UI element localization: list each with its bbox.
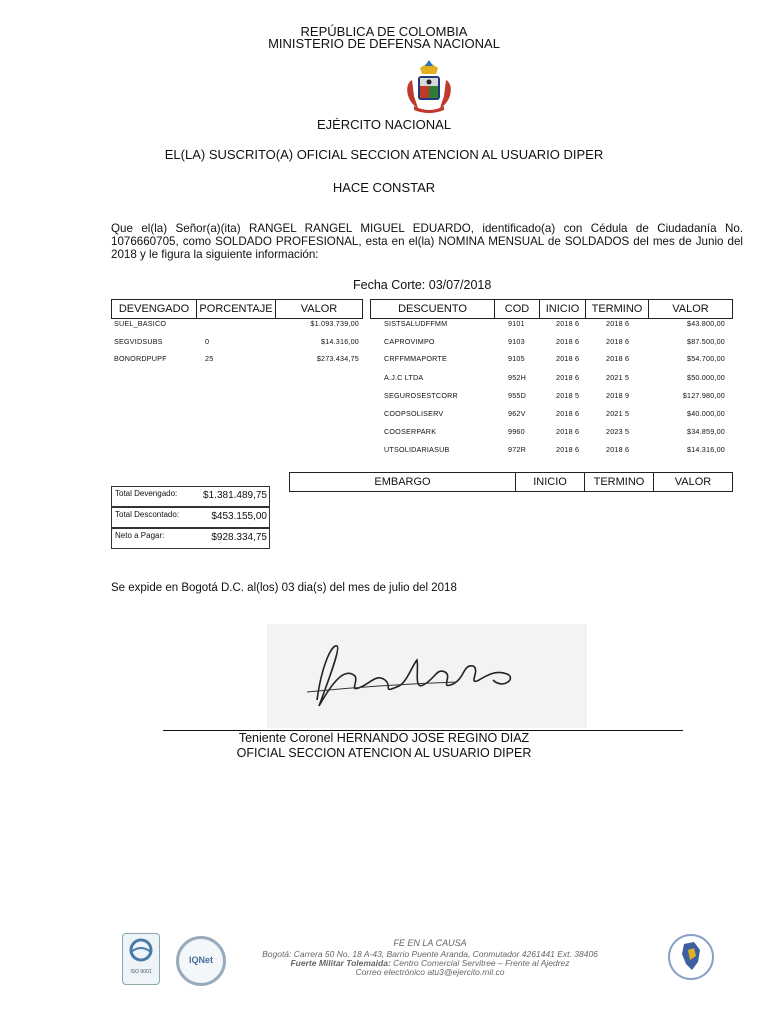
row-inicio: 2018 6: [556, 409, 580, 418]
row-inicio: 2018 6: [556, 354, 580, 363]
row-inicio: 2018 6: [556, 373, 580, 382]
row-cod: 9103: [508, 337, 525, 346]
row-valor: $43.800,00: [687, 319, 725, 328]
header-country: REPÚBLICA DE COLOMBIA: [300, 24, 468, 39]
row-descuento: UTSOLIDARIASUB: [384, 445, 450, 454]
row-termino: 2021 5: [606, 373, 630, 382]
col-valor: VALOR: [276, 300, 363, 319]
iqnet-logo: [176, 936, 226, 986]
neto-pagar-label: Neto a Pagar:: [115, 531, 165, 540]
row-valor: $50.000,00: [687, 373, 725, 382]
row-cod: 962V: [508, 409, 526, 418]
total-descontado-label: Total Descontado:: [115, 510, 180, 519]
row-inicio: 2018 6: [556, 445, 580, 454]
row-valor: $87.500,00: [687, 337, 725, 346]
footer-tolemaida-label: Fuerte Militar Tolemaida:: [290, 958, 391, 968]
row-cod: 9960: [508, 427, 525, 436]
row-valor: $34.859,00: [687, 427, 725, 436]
row-inicio: 2018 6: [556, 427, 580, 436]
row-inicio: 2018 5: [556, 391, 580, 400]
col-termino: TERMINO: [586, 300, 649, 319]
signature-text: Hernando Regino: [268, 727, 276, 728]
footer-motto: FE EN LA CAUSA: [393, 938, 467, 948]
iso-certification-logo: [122, 933, 160, 985]
col-valor-descuento: VALOR: [649, 300, 733, 319]
row-termino: 2021 5: [606, 409, 630, 418]
fecha-corte-label: Fecha Corte:: [353, 278, 426, 292]
row-descuento: CRFFMMAPORTE: [384, 354, 447, 363]
row-valor: $127.980,00: [682, 391, 725, 400]
col-embargo: EMBARGO: [290, 473, 516, 492]
row-descuento: SISTSALUDFFMM: [384, 319, 448, 328]
total-devengado-label: Total Devengado:: [115, 489, 178, 498]
row-valor: $14.316,00: [321, 337, 359, 346]
signer-title: EL(LA) SUSCRITO(A) OFICIAL SECCION ATENCION AL USUARIO DIPER: [164, 147, 604, 162]
footer-tolemaida-text: Centro Comercial Servitree – Frente al Ajedrez: [390, 958, 570, 968]
row-termino: 2018 6: [606, 354, 630, 363]
expedition-text: Se expide en Bogotá D.C. al(los) 03 dia(s) del mes de julio del 2018: [111, 582, 457, 594]
row-descuento: SEGUROSESTCORR: [384, 391, 458, 400]
certification-paragraph: Que el(la) Señor(a)(ita) RANGEL RANGEL MIGUEL EDUARDO, identificado(a) con Cédula de Ciudadanía No. 1076660705, como SOLDADO PROFESIONAL, esta en el(la) NOMINA MENSUAL de SOLDADOS del mes de Junio del 2018 y le figura la siguiente información:: [111, 222, 743, 262]
hace-constar-heading: HACE CONSTAR: [332, 180, 436, 195]
iso-label: ISO 9001: [130, 969, 152, 975]
row-cod: 9105: [508, 354, 525, 363]
total-descontado-value: $453.155,00: [211, 511, 267, 522]
row-valor: $40.000,00: [687, 409, 725, 418]
neto-pagar-value: $928.334,75: [211, 532, 267, 543]
row-valor: $14.316,00: [687, 445, 725, 454]
row-termino: 2018 6: [606, 319, 630, 328]
col-embargo-termino: TERMINO: [585, 473, 654, 492]
row-concepto: BONORDPUPF: [114, 354, 167, 363]
col-devengado: DEVENGADO: [112, 300, 197, 319]
total-devengado-box: [111, 486, 270, 507]
header-unit: EJÉRCITO NACIONAL: [316, 117, 452, 132]
row-descuento: A.J.C LTDA: [384, 373, 424, 382]
row-inicio: 2018 6: [556, 319, 580, 328]
devengado-table-header: [111, 299, 363, 319]
row-descuento: COOPSOLISERV: [384, 409, 444, 418]
row-cod: 952H: [508, 373, 526, 382]
row-valor: $273.434,75: [316, 354, 359, 363]
row-termino: 2018 6: [606, 445, 630, 454]
descuento-table-header: [370, 299, 733, 319]
neto-pagar-box: [111, 528, 270, 549]
signer-name: Teniente Coronel HERNANDO JOSE REGINO DIAZ: [238, 731, 530, 745]
row-inicio: 2018 6: [556, 337, 580, 346]
signer-position: OFICIAL SECCION ATENCION AL USUARIO DIPER: [236, 746, 532, 760]
row-porcentaje: 0: [205, 337, 210, 346]
row-cod: 9101: [508, 319, 525, 328]
row-termino: 2023 5: [606, 427, 630, 436]
row-termino: 2018 9: [606, 391, 630, 400]
fecha-corte: [353, 278, 491, 292]
row-valor: $54.700,00: [687, 354, 725, 363]
fecha-corte-value: 03/07/2018: [428, 278, 492, 292]
row-valor: $1.093.739,00: [310, 319, 359, 328]
col-embargo-valor: VALOR: [654, 473, 733, 492]
total-devengado-value: $1.381.489,75: [203, 490, 267, 501]
total-descontado-box: [111, 507, 270, 528]
row-concepto: SUEL_BASICO: [114, 319, 167, 328]
col-cod: COD: [495, 300, 540, 319]
row-termino: 2018 6: [606, 337, 630, 346]
row-cod: 955D: [508, 391, 526, 400]
footer-address: Bogotá: Carrera 50 No. 18 A-43, Barrio Puente Aranda, Conmutador 4261441 Ext. 38406: [262, 949, 598, 959]
footer-email: Correo electrónico atu3@ejercito.mil.co: [355, 967, 505, 977]
col-embargo-inicio: INICIO: [516, 473, 585, 492]
coat-of-arms-logo: [400, 58, 458, 116]
embargo-table-header: [289, 472, 733, 492]
col-porcentaje: PORCENTAJE: [197, 300, 276, 319]
wave-icon: [123, 934, 159, 964]
signature-image: [267, 624, 587, 728]
row-porcentaje: 25: [205, 354, 214, 363]
row-descuento: CAPROVIMPO: [384, 337, 435, 346]
row-concepto: SEGVIDSUBS: [114, 337, 163, 346]
header-ministry: MINISTERIO DE DEFENSA NACIONAL: [268, 36, 500, 51]
row-cod: 972R: [508, 445, 526, 454]
iqnet-label: IQNet: [188, 955, 213, 965]
row-descuento: COOSERPARK: [384, 427, 437, 436]
colombia-map-seal-logo: [666, 932, 716, 984]
col-descuento: DESCUENTO: [371, 300, 495, 319]
col-inicio: INICIO: [540, 300, 586, 319]
